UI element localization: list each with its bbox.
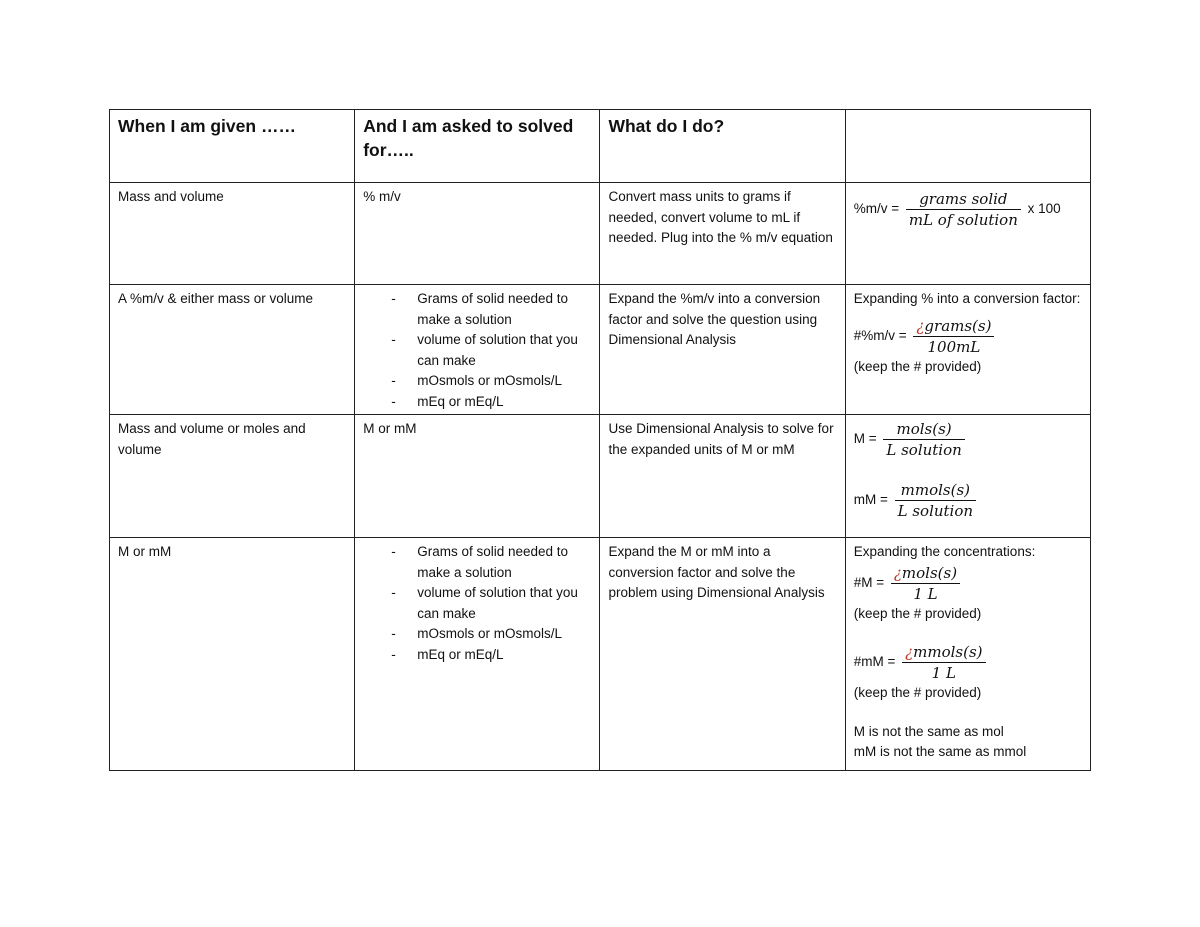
remark: mM is not the same as mmol	[853, 744, 1027, 759]
fraction	[902, 642, 985, 683]
table-row	[110, 285, 1091, 415]
list-item: - Grams of solid needed to make a solution	[417, 289, 591, 330]
cell-formula	[845, 538, 1090, 771]
header-row	[110, 110, 1091, 183]
formula-note: (keep the # provided)	[853, 685, 982, 700]
fraction	[906, 189, 1021, 230]
cell-formula	[845, 415, 1090, 538]
numerator: mols(s)	[901, 563, 958, 582]
cell-what-to-do: Expand the %m/v into a conversion factor and solve the question using Dimensional Analysis	[600, 285, 845, 415]
list-item: - volume of solution that you can make	[417, 330, 591, 371]
denominator: 1 L	[931, 664, 956, 682]
formula-label: #mM =	[853, 654, 896, 670]
header-what-to-do: What do I do?	[600, 110, 845, 183]
placeholder-mark: ¿	[893, 563, 902, 582]
denominator: L solution	[897, 502, 974, 520]
solve-for-list	[363, 542, 591, 665]
list-item: - volume of solution that you can make	[417, 583, 591, 624]
table-row	[110, 538, 1091, 771]
formula-note: (keep the # provided)	[853, 605, 982, 621]
cell-solve-for	[355, 538, 600, 771]
fraction	[895, 480, 976, 521]
header-given: When I am given ……	[110, 110, 355, 183]
cell-what-to-do: Convert mass units to grams if needed, convert volume to mL if needed. Plug into the % m/v equation	[600, 183, 845, 285]
header-solve-for: And I am asked to solved for…..	[355, 110, 600, 183]
cell-solve-for: % m/v	[355, 183, 600, 285]
solve-for-list	[363, 289, 591, 412]
cell-given: A %m/v & either mass or volume	[110, 285, 355, 415]
cell-what-to-do: Expand the M or mM into a conversion factor and solve the problem using Dimensional Analysis	[600, 538, 845, 771]
table-row	[110, 183, 1091, 285]
numerator: grams(s)	[924, 316, 992, 335]
placeholder-mark: ¿	[905, 643, 914, 661]
cell-formula	[845, 183, 1090, 285]
fraction	[883, 419, 964, 460]
formula-intro: Expanding % into a conversion factor:	[853, 291, 1081, 306]
cell-given: Mass and volume	[110, 183, 355, 285]
cell-given: M or mM	[110, 538, 355, 771]
formula-note: (keep the # provided)	[853, 358, 982, 374]
formula-label: mM =	[853, 492, 888, 508]
cell-what-to-do: Use Dimensional Analysis to solve for the expanded units of M or mM	[600, 415, 845, 538]
list-item: - mEq or mEq/L	[417, 392, 591, 413]
denominator: L solution	[886, 441, 962, 459]
formula-suffix: x 100	[1027, 201, 1061, 217]
formula-label: #M =	[853, 574, 885, 590]
list-item: - mOsmols or mOsmols/L	[417, 624, 591, 645]
numerator: mols(s)	[883, 419, 964, 440]
remark: M is not the same as mol	[853, 723, 1004, 739]
denominator: mL of solution	[908, 211, 1018, 229]
denominator: 100mL	[927, 337, 981, 356]
formula-label: %m/v =	[853, 201, 900, 217]
header-formula	[845, 110, 1090, 183]
cell-solve-for	[355, 285, 600, 415]
denominator: 1 L	[913, 584, 938, 603]
list-item: - mEq or mEq/L	[417, 645, 591, 666]
concentration-reference-table	[109, 109, 1091, 771]
table-row	[110, 415, 1091, 538]
placeholder-mark: ¿	[916, 316, 925, 335]
list-item: - mOsmols or mOsmols/L	[417, 371, 591, 392]
list-item: - Grams of solid needed to make a solution	[417, 542, 591, 583]
cell-formula	[845, 285, 1090, 415]
formula-label: M =	[853, 431, 877, 447]
numerator: mmols(s)	[913, 643, 983, 661]
formula-intro: Expanding the concentrations:	[853, 544, 1036, 559]
numerator: grams solid	[906, 189, 1021, 210]
formula-label: #%m/v =	[853, 327, 907, 343]
cell-solve-for: M or mM	[355, 415, 600, 538]
fraction	[913, 316, 994, 357]
numerator: mmols(s)	[895, 480, 976, 501]
fraction	[891, 563, 960, 604]
cell-given: Mass and volume or moles and volume	[110, 415, 355, 538]
